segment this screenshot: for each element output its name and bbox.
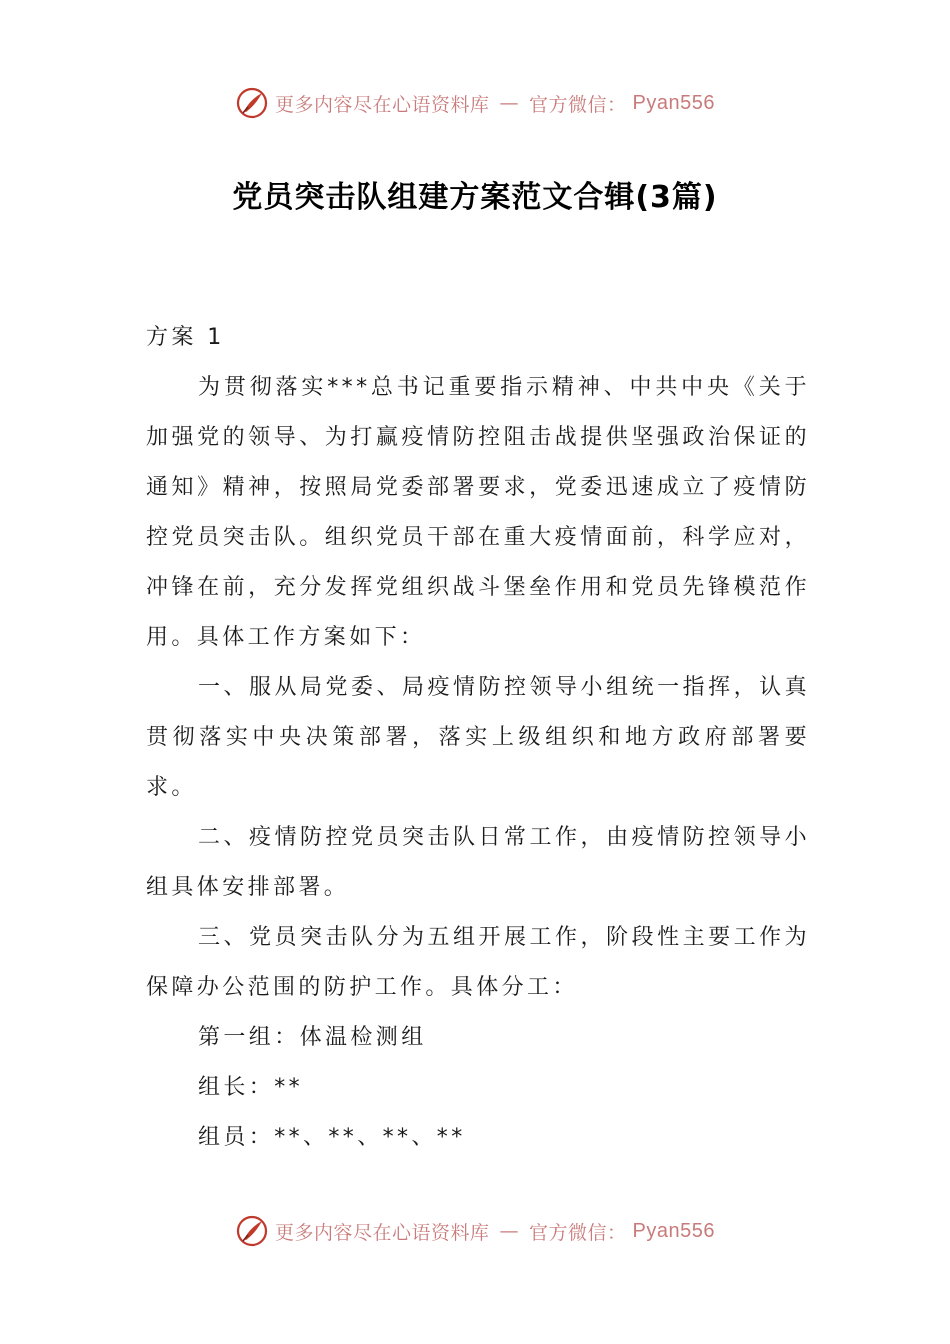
watermark-id: Pyan556 bbox=[632, 1219, 715, 1242]
quill-logo-icon bbox=[235, 1214, 269, 1248]
section-heading: 方案 1 bbox=[146, 325, 225, 350]
watermark-text: 更多内容尽在心语资料库 bbox=[275, 93, 490, 116]
watermark-text: 更多内容尽在心语资料库 bbox=[275, 1221, 490, 1244]
group-members: 组员：**、**、**、** bbox=[198, 1125, 466, 1150]
watermark-header bbox=[0, 86, 950, 120]
paragraph: 二、疫情防控党员突击队日常工作，由疫情防控领导小组具体安排部署。 bbox=[146, 825, 810, 900]
watermark-label: 官方微信： bbox=[529, 93, 627, 116]
quill-logo-icon bbox=[235, 86, 269, 120]
watermark-id: Pyan556 bbox=[632, 91, 715, 114]
watermark-separator: — bbox=[499, 1220, 520, 1242]
watermark-label: 官方微信： bbox=[529, 1221, 627, 1244]
group-heading: 第一组：体温检测组 bbox=[198, 1025, 427, 1050]
group-leader: 组长：** bbox=[198, 1075, 304, 1100]
paragraph: 一、服从局党委、局疫情防控领导小组统一指挥，认真贯彻落实中央决策部署，落实上级组织和地方政府部署要求。 bbox=[146, 675, 810, 800]
paragraph: 为贯彻落实***总书记重要指示精神、中共中央《关于加强党的领导、为打赢疫情防控阻击战提供坚强政治保证的通知》精神，按照局党委部署要求，党委迅速成立了疫情防控党员突击队。组织党员干部在重大疫情面前，科学应对，冲锋在前，充分发挥党组织战斗堡垒作用和党员先锋模范作用。具体工作方案如下： bbox=[146, 375, 810, 650]
watermark-separator: — bbox=[499, 92, 520, 114]
watermark-footer bbox=[0, 1214, 950, 1248]
document-body bbox=[146, 313, 810, 1163]
paragraph: 三、党员突击队分为五组开展工作，阶段性主要工作为保障办公范围的防护工作。具体分工： bbox=[146, 925, 810, 1000]
document-title: 党员突击队组建方案范文合辑(3篇) bbox=[232, 180, 718, 215]
